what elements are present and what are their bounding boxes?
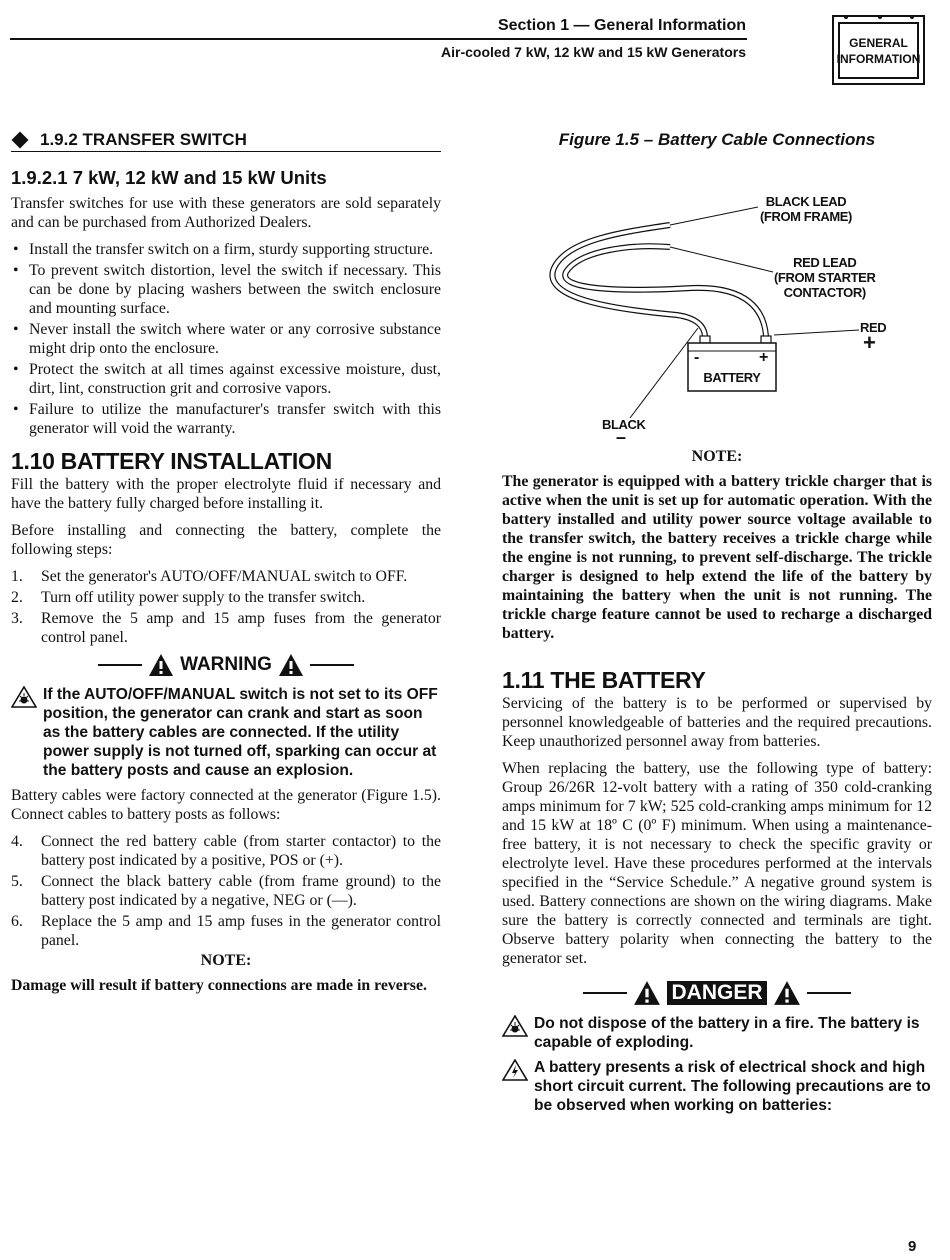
right-column — [502, 130, 932, 1121]
red-label: RED — [860, 320, 887, 335]
list-item: 3. Remove the 5 amp and 15 amp fuses from the generator control panel. — [11, 610, 441, 646]
paragraph-fill-battery: Fill the battery with the proper electrolyte fluid if necessary and have the battery fully charged before installing it. — [11, 476, 441, 512]
badge-line-2: INFORMATION — [836, 51, 921, 66]
battery-cable-figure — [502, 150, 932, 447]
danger-label: DANGER — [667, 981, 766, 1005]
warning-item: If the AUTO/OFF/MANUAL switch is not set to its OFF position, the generator can crank and start as soon as the battery cables are connected. If the utility power supply is not turned off, sparking can occur at the battery posts and cause an explosion. — [11, 685, 441, 780]
warning-triangle-icon — [773, 980, 801, 1006]
danger-item: Do not dispose of the battery in a fire. The battery is capable of exploding. — [502, 1014, 932, 1052]
bullet-list — [11, 240, 441, 438]
list-item: 5. Connect the black battery cable (from frame ground) to the battery post indicated by a negative, NEG or (—). — [11, 873, 441, 909]
list-item: 6. Replace the 5 amp and 15 amp fuses in the generator control panel. — [11, 913, 441, 949]
list-item: 1. Set the generator's AUTO/OFF/MANUAL switch to OFF. — [11, 568, 408, 585]
explosion-hazard-icon — [11, 686, 37, 708]
note-text-left: Damage will result if battery connections are made in reverse. — [11, 977, 427, 994]
list-item: 2. Turn off utility power supply to the transfer switch. — [11, 589, 366, 606]
red-lead-label: RED LEAD (FROM STARTER CONTACTOR) — [774, 255, 876, 300]
minus-symbol: – — [616, 427, 626, 447]
heading-1-9-2-text: 1.9.2 TRANSFER SWITCH — [40, 130, 247, 149]
warning-triangle-icon — [278, 653, 304, 677]
list-item: • To prevent switch distortion, level the switch if necessary. This can be done by placing washers between the switch enclosure and mounting surface. — [13, 262, 441, 317]
list-item: • Install the transfer switch on a firm, sturdy supporting structure. — [13, 241, 434, 258]
note-heading-left: NOTE: — [200, 952, 252, 969]
badge-line-1: GENERAL — [849, 35, 908, 50]
left-column — [11, 130, 441, 995]
electrical-shock-icon — [502, 1059, 528, 1081]
warning-triangle-icon — [148, 653, 174, 677]
list-item: 4. Connect the red battery cable (from starter contactor) to the battery post indicated by a positive, POS or (+). — [11, 833, 441, 869]
plus-symbol: + — [863, 330, 876, 355]
section-title: Section 1 — General Information — [497, 17, 746, 34]
black-label: BLACK — [602, 417, 646, 432]
warning-header — [11, 653, 441, 677]
diamond-icon — [12, 132, 29, 149]
paragraph-battery-cables: Battery cables were factory connected at the generator (Figure 1.5). Connect cables to battery posts as follows: — [11, 787, 441, 823]
battery-plus: + — [759, 349, 768, 366]
heading-1-9-2-1: 1.9.2.1 7 kW, 12 kW and 15 kW Units — [11, 167, 327, 188]
battery-label: BATTERY — [703, 370, 761, 385]
battery-minus: - — [694, 349, 699, 366]
danger-header — [502, 980, 932, 1006]
danger-item: A battery presents a risk of electrical shock and high short circuit current. The following precautions are to be observed when working on batteries: — [502, 1058, 932, 1115]
steps-list-b — [11, 832, 441, 950]
paragraph-transfer-switches: Transfer switches for use with these generators are sold separately and can be purchased from Authorized Dealers. — [11, 195, 441, 231]
figure-caption: Figure 1.5 – Battery Cable Connections — [558, 130, 876, 149]
page-number: 9 — [908, 1238, 917, 1255]
heading-1-10: 1.10 BATTERY INSTALLATION — [11, 448, 332, 474]
heading-1-11: 1.11 THE BATTERY — [502, 667, 706, 693]
warning-label: WARNING — [180, 654, 272, 675]
paragraph-replacing: When replacing the battery, use the following type of battery: Group 26/26R 12-volt battery with a rating of 350 cold-cranking amps minimum for 7 kW; 525 cold-cranking amps minimum for 12 and 15 kW at 18º C (0º F) minimum. When using a maintenance-free battery, it is not necessary to check the specific gravity or electrolyte level. Have these procedures performed at the intervals specified in the “Service Schedule.” A negative ground system is used. Battery connections are shown on the wiring diagrams. Make sure the battery is correctly connected and terminals are tight. Observe battery polarity when connecting the battery to the generator set. — [502, 760, 932, 967]
note-text-right: The generator is equipped with a battery trickle charger that is active when the unit is set up for automatic operation. With the battery installed and utility power source voltage available to the transfer switch, the battery receives a trickle charge while the engine is not running, to prevent self-discharge. The trickle charger is designed to help extend the life of the battery by maintaining the battery when the unit is not running. The trickle charge feature cannot be used to recharge a discharged battery. — [502, 473, 932, 642]
list-item: • Protect the switch at all times against excessive moisture, dust, dirt, lint, construction grit and corrosive vapors. — [13, 361, 441, 397]
heading-1-9-2 — [11, 130, 441, 152]
note-heading-right: NOTE: — [691, 448, 743, 465]
general-information-badge — [832, 15, 925, 85]
header-subtitle: Air-cooled 7 kW, 12 kW and 15 kW Generators — [441, 44, 746, 60]
steps-list-a — [11, 567, 441, 647]
paragraph-before-installing: Before installing and connecting the battery, complete the following steps: — [11, 522, 441, 558]
list-item: • Failure to utilize the manufacturer's transfer switch with this generator will void the warranty. — [13, 401, 441, 437]
list-item: • Never install the switch where water or any corrosive substance might drip onto the enclosure. — [13, 321, 441, 357]
warning-triangle-icon — [633, 980, 661, 1006]
header-rule — [10, 38, 747, 40]
paragraph-servicing: Servicing of the battery is to be performed or supervised by personnel knowledgeable of batteries and the required precautions. Keep unauthorized personnel away from batteries. — [502, 695, 932, 750]
explosion-hazard-icon — [502, 1015, 528, 1037]
black-lead-label: BLACK LEAD (FROM FRAME) — [760, 194, 852, 224]
